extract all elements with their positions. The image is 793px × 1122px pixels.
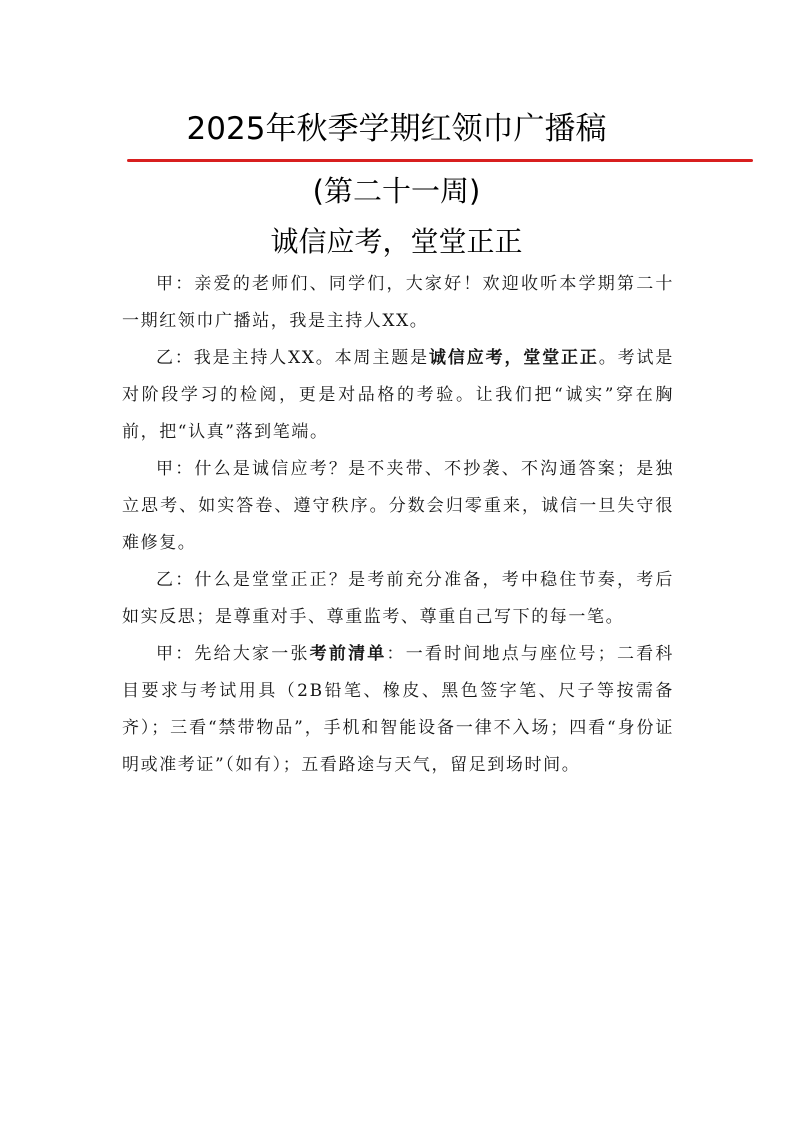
theme-emphasis: 诚信应考，堂堂正正 bbox=[428, 348, 599, 368]
paragraph-2 bbox=[122, 340, 674, 451]
title-underline bbox=[127, 159, 753, 162]
document-title: 2025年秋季学期红领巾广播稿 bbox=[186, 111, 607, 147]
paragraph-4: 乙：什么是堂堂正正？是考前充分准备，考中稳住节奏，考后如实反思；是尊重对手、尊重监考、尊重自己写下的每一笔。 bbox=[122, 570, 674, 627]
paragraph-3: 甲：什么是诚信应考？是不夹带、不抄袭、不沟通答案；是独立思考、如实答卷、遵守秩序。分数会归零重来，诚信一旦失守很难修复。 bbox=[122, 459, 674, 553]
paragraph-5-rest: ：一看时间地点与座位号；二看科目要求与考试用具（2B铅笔、橡皮、黑色签字笔、尺子等按需备齐）；三看“禁带物品”，手机和智能设备一律不入场；四看“身份证明或准考证”（如有）；五看路途与天气，留足到场时间。 bbox=[122, 644, 674, 775]
paragraph-5-lead: 甲：先给大家一张 bbox=[156, 644, 310, 664]
paragraph-2-lead: 乙：我是主持人XX。本周主题是 bbox=[156, 348, 429, 368]
checklist-emphasis: 考前清单 bbox=[309, 644, 387, 664]
paragraph-5 bbox=[122, 636, 674, 784]
broadcast-script-body bbox=[122, 266, 674, 784]
paragraph-2-rest: 。考试是对阶段学习的检阅，更是对品格的考验。让我们把“诚实”穿在胸前，把“认真”落到笔端。 bbox=[122, 348, 674, 442]
paragraph-1: 甲：亲爱的老师们、同学们，大家好！欢迎收听本学期第二十一期红领巾广播站，我是主持人XX。 bbox=[122, 274, 674, 331]
week-subtitle: (第二十一周) bbox=[312, 174, 481, 208]
theme-heading: 诚信应考，堂堂正正 bbox=[270, 225, 523, 258]
